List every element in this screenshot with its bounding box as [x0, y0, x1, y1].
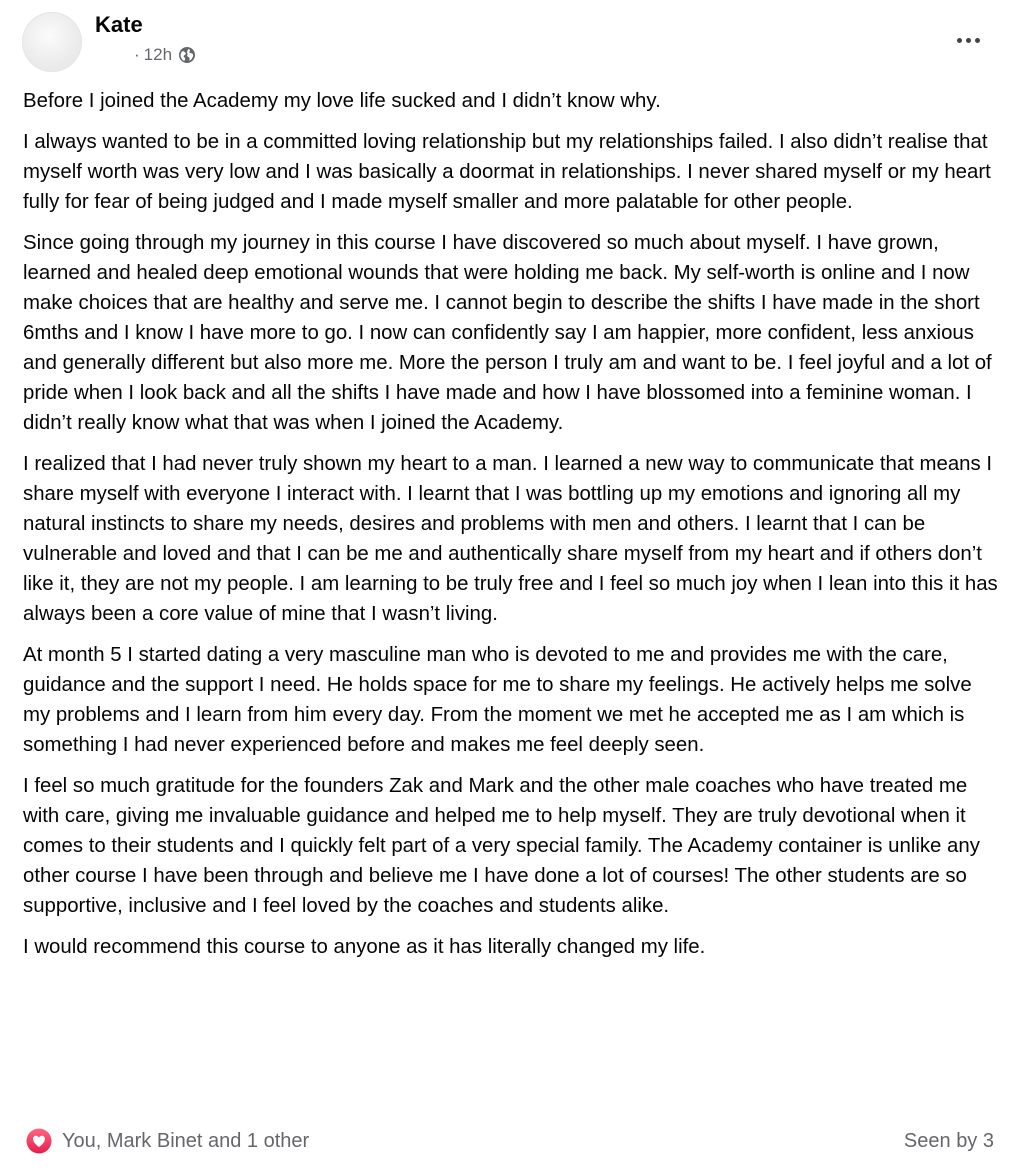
author-name[interactable]: Kate	[95, 12, 143, 37]
reactions-text: You, Mark Binet and 1 other	[62, 1129, 310, 1152]
post-paragraph: Before I joined the Academy my love life sucked and I didn’t know why.	[23, 90, 661, 112]
reactions-summary[interactable]	[26, 1128, 309, 1154]
author-avatar[interactable]	[22, 12, 82, 72]
post-paragraph: Since going through my journey in this course I have discovered so much about myself. I have grown, learned and healed deep emotional wounds that were holding me back. My self-worth is online and I now make choices that are healthy and serve me. I cannot begin to describe the shifts I have made in the short 6mths and I know I have more to go. I now can confidently say I am happier, more confident, less anxious and generally different but also more me. More the person I truly am and want to be. I feel joyful and a lot of pride when I look back and all the shifts I have made and how I have blossomed into a feminine woman. I didn’t really know what that was when I joined the Academy.	[23, 232, 992, 434]
meta-separator: ·	[134, 45, 140, 64]
more-horizontal-icon	[955, 38, 982, 43]
heart-icon	[26, 1128, 52, 1154]
post-footer	[0, 1126, 1019, 1160]
post-timestamp[interactable]: 12h	[143, 45, 173, 64]
post-paragraph: At month 5 I started dating a very masculine man who is devoted to me and provides me with the care, guidance and the support I need. He holds space for me to share my feelings. He actively helps me solve my problems and I learn from him every day. From the moment we met he accepted me as I am which is something I had never experienced before and makes me feel deeply seen.	[23, 644, 972, 756]
post-paragraph: I feel so much gratitude for the founders Zak and Mark and the other male coaches who have treated me with care, giving me invaluable guidance and helped me to help myself. They are truly devotional when it comes to their students and I quickly felt part of a very special family. The Academy container is unlike any other course I have been through and believe me I have done a lot of courses! The other students are so supportive, inclusive and I feel loved by the coaches and students alike.	[23, 775, 980, 917]
post-header	[0, 0, 1019, 80]
post-paragraph: I would recommend this course to anyone as it has literally changed my life.	[23, 936, 706, 958]
seen-by[interactable]: Seen by 3	[903, 1130, 994, 1152]
post-paragraph: I realized that I had never truly shown my heart to a man. I learned a new way to communicate that means I share myself with everyone I interact with. I learnt that I was bottling up my emotions and ignoring all my natural instincts to share my needs, desires and problems with men and others. I learnt that I can be vulnerable and loved and that I can be me and authentically share myself from my heart and if others don’t like it, they are not my people. I am learning to be truly free and I feel so much joy when I lean into this it has always been a core value of mine that I wasn’t living.	[23, 453, 998, 625]
post-paragraph: I always wanted to be in a committed loving relationship but my relationships failed. I also didn’t realise that myself worth was very low and I was basically a doormat in relationships. I never shared myself or my heart fully for fear of being judged and I made myself smaller and more palatable for other people.	[23, 131, 991, 213]
globe-icon[interactable]	[178, 46, 196, 64]
post-body	[23, 86, 1003, 973]
post-meta	[134, 45, 196, 65]
more-options-button[interactable]	[944, 22, 992, 58]
